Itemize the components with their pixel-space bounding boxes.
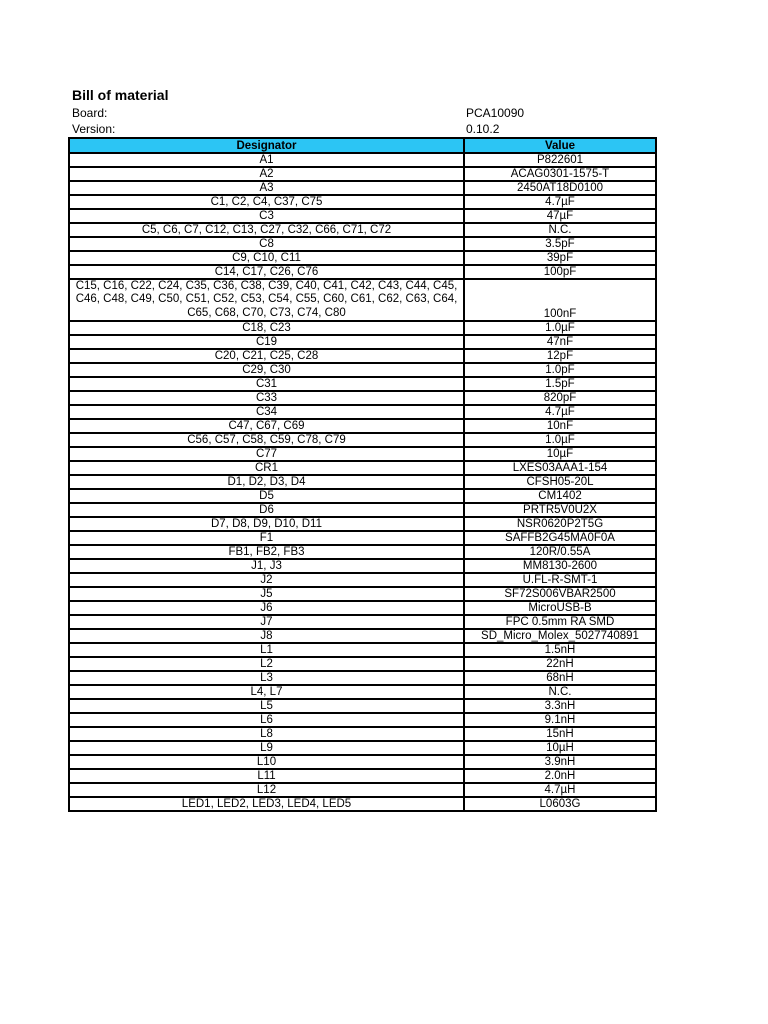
designator-column-header: Designator <box>69 138 464 153</box>
designator-cell: L6 <box>69 713 464 727</box>
version-value: 0.10.2 <box>466 122 500 136</box>
designator-cell: L9 <box>69 741 464 755</box>
table-row <box>69 167 656 181</box>
table-row <box>69 643 656 657</box>
table-row <box>69 181 656 195</box>
table-row <box>69 755 656 769</box>
designator-cell: D1, D2, D3, D4 <box>69 475 464 489</box>
designator-cell: L2 <box>69 657 464 671</box>
designator-cell: D6 <box>69 503 464 517</box>
designator-cell: C15, C16, C22, C24, C35, C36, C38, C39, C40, C41, C42, C43, C44, C45, C46, C48, C49, C50, C51, C52, C53, C54, C55, C60, C61, C62, C63, C64, C65, C68, C70, C73, C74, C80 <box>69 279 464 321</box>
designator-cell: A1 <box>69 153 464 167</box>
value-cell: 120R/0.55A <box>464 545 656 559</box>
table-row <box>69 713 656 727</box>
table-row <box>69 237 656 251</box>
value-cell: MicroUSB-B <box>464 601 656 615</box>
table-row <box>69 657 656 671</box>
table-row <box>69 531 656 545</box>
table-row <box>69 251 656 265</box>
value-cell: L0603G <box>464 797 656 811</box>
designator-cell: A3 <box>69 181 464 195</box>
designator-cell: C34 <box>69 405 464 419</box>
table-row <box>69 461 656 475</box>
value-cell: 3.5pF <box>464 237 656 251</box>
value-cell: U.FL-R-SMT-1 <box>464 573 656 587</box>
value-cell: 4.7µF <box>464 195 656 209</box>
value-cell: 1.0pF <box>464 363 656 377</box>
designator-cell: J2 <box>69 573 464 587</box>
designator-cell: C29, C30 <box>69 363 464 377</box>
value-cell: PRTR5V0U2X <box>464 503 656 517</box>
table-row <box>69 559 656 573</box>
designator-cell: LED1, LED2, LED3, LED4, LED5 <box>69 797 464 811</box>
designator-cell: L12 <box>69 783 464 797</box>
designator-cell: C31 <box>69 377 464 391</box>
value-cell: SD_Micro_Molex_5027740891 <box>464 629 656 643</box>
table-row <box>69 377 656 391</box>
value-cell: 10µH <box>464 741 656 755</box>
value-cell: ACAG0301-1575-T <box>464 167 656 181</box>
designator-cell: L10 <box>69 755 464 769</box>
table-row <box>69 671 656 685</box>
document-title: Bill of material <box>72 87 169 103</box>
value-cell: 1.0µF <box>464 321 656 335</box>
table-row <box>69 433 656 447</box>
value-cell: 68nH <box>464 671 656 685</box>
designator-cell: L11 <box>69 769 464 783</box>
table-row <box>69 741 656 755</box>
value-cell: 1.0µF <box>464 433 656 447</box>
table-row <box>69 349 656 363</box>
table-row <box>69 195 656 209</box>
table-row <box>69 419 656 433</box>
designator-cell: J6 <box>69 601 464 615</box>
designator-cell: CR1 <box>69 461 464 475</box>
value-cell: SAFFB2G45MA0F0A <box>464 531 656 545</box>
value-cell: 39pF <box>464 251 656 265</box>
designator-cell: L5 <box>69 699 464 713</box>
table-row <box>69 629 656 643</box>
value-cell: P822601 <box>464 153 656 167</box>
designator-cell: L3 <box>69 671 464 685</box>
designator-cell: C56, C57, C58, C59, C78, C79 <box>69 433 464 447</box>
designator-cell: C9, C10, C11 <box>69 251 464 265</box>
designator-cell: A2 <box>69 167 464 181</box>
designator-cell: L1 <box>69 643 464 657</box>
bom-table-body <box>69 153 656 811</box>
value-cell: 100pF <box>464 265 656 279</box>
value-cell: CM1402 <box>464 489 656 503</box>
designator-cell: C19 <box>69 335 464 349</box>
table-row <box>69 335 656 349</box>
designator-cell: C18, C23 <box>69 321 464 335</box>
value-cell: 100nF <box>464 279 656 321</box>
table-row <box>69 573 656 587</box>
table-row <box>69 489 656 503</box>
table-row <box>69 279 656 321</box>
designator-cell: C47, C67, C69 <box>69 419 464 433</box>
designator-cell: D7, D8, D9, D10, D11 <box>69 517 464 531</box>
designator-cell: J8 <box>69 629 464 643</box>
table-row <box>69 699 656 713</box>
designator-cell: FB1, FB2, FB3 <box>69 545 464 559</box>
table-row <box>69 223 656 237</box>
value-cell: SF72S006VBAR2500 <box>464 587 656 601</box>
table-row <box>69 209 656 223</box>
value-cell: 3.3nH <box>464 699 656 713</box>
value-cell: 4.7µF <box>464 405 656 419</box>
table-row <box>69 769 656 783</box>
table-row <box>69 153 656 167</box>
table-row <box>69 447 656 461</box>
designator-cell: C3 <box>69 209 464 223</box>
table-row <box>69 685 656 699</box>
table-row <box>69 615 656 629</box>
designator-cell: C20, C21, C25, C28 <box>69 349 464 363</box>
value-cell: MM8130-2600 <box>464 559 656 573</box>
value-cell: N.C. <box>464 223 656 237</box>
value-cell: 47µF <box>464 209 656 223</box>
value-cell: 820pF <box>464 391 656 405</box>
table-row <box>69 587 656 601</box>
designator-cell: C5, C6, C7, C12, C13, C27, C32, C66, C71, C72 <box>69 223 464 237</box>
value-cell: N.C. <box>464 685 656 699</box>
value-cell: 15nH <box>464 727 656 741</box>
value-cell: 10µF <box>464 447 656 461</box>
value-cell: 9.1nH <box>464 713 656 727</box>
table-row <box>69 405 656 419</box>
table-row <box>69 797 656 811</box>
value-cell: NSR0620P2T5G <box>464 517 656 531</box>
board-label: Board: <box>72 106 108 120</box>
designator-cell: L4, L7 <box>69 685 464 699</box>
designator-cell: C1, C2, C4, C37, C75 <box>69 195 464 209</box>
value-cell: 1.5nH <box>464 643 656 657</box>
table-row <box>69 517 656 531</box>
value-cell: 3.9nH <box>464 755 656 769</box>
value-cell: 12pF <box>464 349 656 363</box>
designator-cell: C77 <box>69 447 464 461</box>
designator-cell: F1 <box>69 531 464 545</box>
bom-table <box>68 137 657 812</box>
designator-cell: L8 <box>69 727 464 741</box>
designator-cell: C14, C17, C26, C76 <box>69 265 464 279</box>
designator-cell: C8 <box>69 237 464 251</box>
table-row <box>69 265 656 279</box>
table-row <box>69 727 656 741</box>
value-cell: 1.5pF <box>464 377 656 391</box>
value-cell: 22nH <box>464 657 656 671</box>
value-cell: 47nF <box>464 335 656 349</box>
designator-cell: J5 <box>69 587 464 601</box>
designator-cell: J7 <box>69 615 464 629</box>
table-row <box>69 363 656 377</box>
table-row <box>69 321 656 335</box>
value-cell: LXES03AAA1-154 <box>464 461 656 475</box>
value-column-header: Value <box>464 138 656 153</box>
table-row <box>69 391 656 405</box>
value-cell: 2.0nH <box>464 769 656 783</box>
table-row <box>69 503 656 517</box>
table-header-row <box>69 138 656 153</box>
value-cell: 10nF <box>464 419 656 433</box>
designator-cell: C33 <box>69 391 464 405</box>
table-row <box>69 545 656 559</box>
table-row <box>69 475 656 489</box>
table-row <box>69 783 656 797</box>
designator-cell: D5 <box>69 489 464 503</box>
version-label: Version: <box>72 122 116 136</box>
value-cell: CFSH05-20L <box>464 475 656 489</box>
board-value: PCA10090 <box>466 106 525 120</box>
designator-cell: J1, J3 <box>69 559 464 573</box>
value-cell: FPC 0.5mm RA SMD <box>464 615 656 629</box>
value-cell: 2450AT18D0100 <box>464 181 656 195</box>
table-row <box>69 601 656 615</box>
value-cell: 4.7µH <box>464 783 656 797</box>
